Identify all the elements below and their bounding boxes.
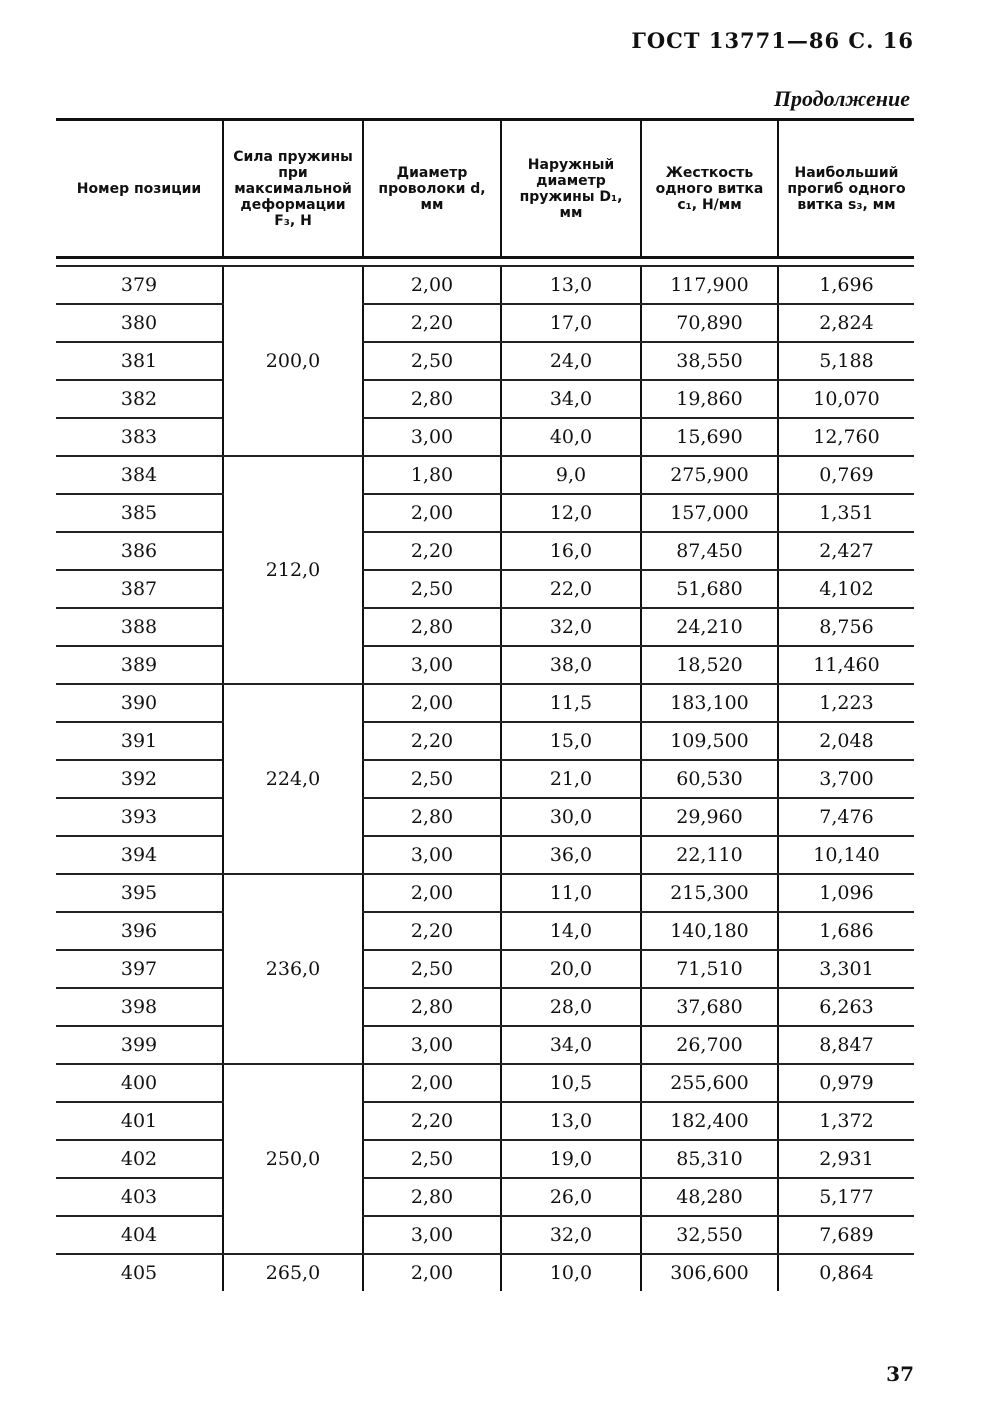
cell-position: 388 (56, 608, 223, 646)
cell-force: 265,0 (223, 1254, 363, 1291)
cell-stiffness: 183,100 (641, 684, 778, 722)
table-row (56, 494, 914, 532)
cell-outer-diameter: 9,0 (501, 456, 641, 494)
cell-stiffness: 117,900 (641, 266, 778, 304)
cell-position: 385 (56, 494, 223, 532)
cell-outer-diameter: 28,0 (501, 988, 641, 1026)
column-header-deflection: Наибольший прогиб одного витка s₃, мм (778, 120, 914, 258)
table-row (56, 570, 914, 608)
cell-outer-diameter: 14,0 (501, 912, 641, 950)
cell-position: 386 (56, 532, 223, 570)
cell-stiffness: 60,530 (641, 760, 778, 798)
cell-deflection: 8,756 (778, 608, 914, 646)
cell-wire-diameter: 3,00 (363, 418, 501, 456)
table-row (56, 988, 914, 1026)
table-row (56, 836, 914, 874)
cell-wire-diameter: 2,50 (363, 342, 501, 380)
cell-outer-diameter: 15,0 (501, 722, 641, 760)
cell-position: 379 (56, 266, 223, 304)
table-header-row (56, 120, 914, 258)
cell-deflection: 12,760 (778, 418, 914, 456)
table-row (56, 532, 914, 570)
cell-deflection: 10,140 (778, 836, 914, 874)
cell-deflection: 7,476 (778, 798, 914, 836)
table-body (56, 266, 914, 1291)
table-row (56, 646, 914, 684)
cell-stiffness: 70,890 (641, 304, 778, 342)
cell-deflection: 7,689 (778, 1216, 914, 1254)
table-row (56, 1026, 914, 1064)
table-row (56, 1216, 914, 1254)
cell-deflection: 1,372 (778, 1102, 914, 1140)
cell-stiffness: 24,210 (641, 608, 778, 646)
cell-wire-diameter: 2,80 (363, 608, 501, 646)
table-row (56, 1102, 914, 1140)
cell-force: 212,0 (223, 456, 363, 684)
cell-force: 224,0 (223, 684, 363, 874)
cell-stiffness: 18,520 (641, 646, 778, 684)
cell-outer-diameter: 19,0 (501, 1140, 641, 1178)
cell-force: 250,0 (223, 1064, 363, 1254)
table-row (56, 1254, 914, 1291)
table-row (56, 950, 914, 988)
continuation-label: Продолжение (773, 86, 910, 111)
table-row (56, 1140, 914, 1178)
cell-outer-diameter: 12,0 (501, 494, 641, 532)
column-header-force: Сила пружины при максимальной деформации F₃, Н (223, 120, 363, 258)
cell-wire-diameter: 3,00 (363, 1026, 501, 1064)
cell-position: 380 (56, 304, 223, 342)
cell-deflection: 1,351 (778, 494, 914, 532)
cell-position: 396 (56, 912, 223, 950)
cell-deflection: 2,427 (778, 532, 914, 570)
cell-position: 394 (56, 836, 223, 874)
page-number: 37 (886, 1362, 914, 1386)
table-row (56, 380, 914, 418)
cell-deflection: 0,979 (778, 1064, 914, 1102)
cell-deflection: 3,301 (778, 950, 914, 988)
cell-position: 404 (56, 1216, 223, 1254)
cell-outer-diameter: 36,0 (501, 836, 641, 874)
cell-wire-diameter: 2,50 (363, 1140, 501, 1178)
cell-position: 402 (56, 1140, 223, 1178)
cell-stiffness: 29,960 (641, 798, 778, 836)
cell-deflection: 2,824 (778, 304, 914, 342)
cell-deflection: 8,847 (778, 1026, 914, 1064)
cell-outer-diameter: 13,0 (501, 1102, 641, 1140)
cell-position: 403 (56, 1178, 223, 1216)
cell-outer-diameter: 22,0 (501, 570, 641, 608)
cell-wire-diameter: 2,20 (363, 1102, 501, 1140)
cell-stiffness: 37,680 (641, 988, 778, 1026)
cell-stiffness: 255,600 (641, 1064, 778, 1102)
cell-wire-diameter: 2,00 (363, 874, 501, 912)
table-row (56, 722, 914, 760)
cell-outer-diameter: 16,0 (501, 532, 641, 570)
cell-deflection: 5,177 (778, 1178, 914, 1216)
cell-stiffness: 32,550 (641, 1216, 778, 1254)
cell-outer-diameter: 20,0 (501, 950, 641, 988)
cell-stiffness: 22,110 (641, 836, 778, 874)
cell-position: 395 (56, 874, 223, 912)
cell-stiffness: 19,860 (641, 380, 778, 418)
cell-wire-diameter: 3,00 (363, 646, 501, 684)
cell-deflection: 11,460 (778, 646, 914, 684)
cell-wire-diameter: 3,00 (363, 1216, 501, 1254)
cell-deflection: 0,864 (778, 1254, 914, 1291)
cell-wire-diameter: 2,00 (363, 1064, 501, 1102)
cell-deflection: 4,102 (778, 570, 914, 608)
cell-force: 200,0 (223, 266, 363, 456)
cell-outer-diameter: 10,0 (501, 1254, 641, 1291)
cell-position: 381 (56, 342, 223, 380)
cell-position: 400 (56, 1064, 223, 1102)
column-header-position: Номер позиции (56, 120, 223, 258)
document-header: ГОСТ 13771—86 С. 16 (631, 28, 914, 53)
cell-position: 405 (120, 1262, 158, 1284)
column-header-outer-diameter: Наружный диаметр пружины D₁, мм (501, 120, 641, 258)
cell-stiffness: 51,680 (641, 570, 778, 608)
cell-position: 401 (56, 1102, 223, 1140)
cell-wire-diameter: 2,00 (363, 494, 501, 532)
cell-position: 389 (56, 646, 223, 684)
spring-parameters-table (56, 118, 914, 1291)
cell-wire-diameter: 2,20 (363, 532, 501, 570)
cell-outer-diameter: 40,0 (501, 418, 641, 456)
table-row (56, 342, 914, 380)
cell-stiffness: 71,510 (641, 950, 778, 988)
cell-position: 382 (56, 380, 223, 418)
cell-deflection: 2,048 (778, 722, 914, 760)
cell-wire-diameter: 2,80 (363, 798, 501, 836)
cell-stiffness: 306,600 (641, 1254, 778, 1291)
cell-wire-diameter: 2,50 (363, 950, 501, 988)
cell-stiffness: 109,500 (641, 722, 778, 760)
table-row (56, 912, 914, 950)
cell-wire-diameter: 2,00 (363, 266, 501, 304)
cell-outer-diameter: 24,0 (501, 342, 641, 380)
table-row (56, 874, 914, 912)
cell-stiffness: 85,310 (641, 1140, 778, 1178)
cell-wire-diameter: 2,00 (363, 684, 501, 722)
cell-deflection: 1,686 (778, 912, 914, 950)
table-row (56, 304, 914, 342)
cell-position: 384 (56, 456, 223, 494)
cell-wire-diameter: 2,50 (363, 570, 501, 608)
table-row (56, 798, 914, 836)
table-row (56, 266, 914, 304)
cell-position: 383 (56, 418, 223, 456)
column-header-wire-diameter: Диаметр проволоки d, мм (363, 120, 501, 258)
cell-wire-diameter: 2,00 (363, 1254, 501, 1291)
cell-outer-diameter: 32,0 (501, 1216, 641, 1254)
cell-wire-diameter: 1,80 (363, 456, 501, 494)
cell-outer-diameter: 11,5 (501, 684, 641, 722)
cell-outer-diameter: 21,0 (501, 760, 641, 798)
cell-deflection: 10,070 (778, 380, 914, 418)
cell-position: 397 (56, 950, 223, 988)
table-row (56, 684, 914, 722)
cell-outer-diameter: 11,0 (501, 874, 641, 912)
cell-stiffness: 182,400 (641, 1102, 778, 1140)
cell-outer-diameter: 38,0 (501, 646, 641, 684)
cell-stiffness: 215,300 (641, 874, 778, 912)
cell-stiffness: 87,450 (641, 532, 778, 570)
cell-stiffness: 26,700 (641, 1026, 778, 1064)
cell-wire-diameter: 2,80 (363, 1178, 501, 1216)
cell-position: 393 (56, 798, 223, 836)
table-row (56, 456, 914, 494)
cell-position: 387 (56, 570, 223, 608)
cell-position: 398 (56, 988, 223, 1026)
cell-outer-diameter: 10,5 (501, 1064, 641, 1102)
cell-wire-diameter: 2,20 (363, 722, 501, 760)
table-row (56, 418, 914, 456)
cell-deflection: 6,263 (778, 988, 914, 1026)
cell-stiffness: 48,280 (641, 1178, 778, 1216)
cell-outer-diameter: 26,0 (501, 1178, 641, 1216)
cell-deflection: 1,096 (778, 874, 914, 912)
cell-deflection: 5,188 (778, 342, 914, 380)
table-row (56, 608, 914, 646)
table-row (56, 760, 914, 798)
cell-stiffness: 140,180 (641, 912, 778, 950)
cell-deflection: 2,931 (778, 1140, 914, 1178)
cell-outer-diameter: 13,0 (501, 266, 641, 304)
cell-outer-diameter: 17,0 (501, 304, 641, 342)
cell-stiffness: 15,690 (641, 418, 778, 456)
cell-wire-diameter: 3,00 (363, 836, 501, 874)
cell-wire-diameter: 2,80 (363, 380, 501, 418)
cell-wire-diameter: 2,20 (363, 304, 501, 342)
cell-position: 390 (56, 684, 223, 722)
table-row (56, 1178, 914, 1216)
cell-deflection: 0,769 (778, 456, 914, 494)
cell-outer-diameter: 30,0 (501, 798, 641, 836)
cell-position: 399 (56, 1026, 223, 1064)
cell-outer-diameter: 34,0 (501, 1026, 641, 1064)
cell-position: 392 (56, 760, 223, 798)
table-row (56, 1064, 914, 1102)
cell-outer-diameter: 34,0 (501, 380, 641, 418)
cell-stiffness: 157,000 (641, 494, 778, 532)
cell-deflection: 1,223 (778, 684, 914, 722)
cell-wire-diameter: 2,80 (363, 988, 501, 1026)
cell-outer-diameter: 32,0 (501, 608, 641, 646)
cell-deflection: 1,696 (778, 266, 914, 304)
cell-position: 391 (56, 722, 223, 760)
cell-stiffness: 275,900 (641, 456, 778, 494)
cell-wire-diameter: 2,50 (363, 760, 501, 798)
cell-deflection: 3,700 (778, 760, 914, 798)
cell-stiffness: 38,550 (641, 342, 778, 380)
cell-wire-diameter: 2,20 (363, 912, 501, 950)
cell-force: 236,0 (223, 874, 363, 1064)
column-header-stiffness: Жесткость одного витка c₁, Н/мм (641, 120, 778, 258)
